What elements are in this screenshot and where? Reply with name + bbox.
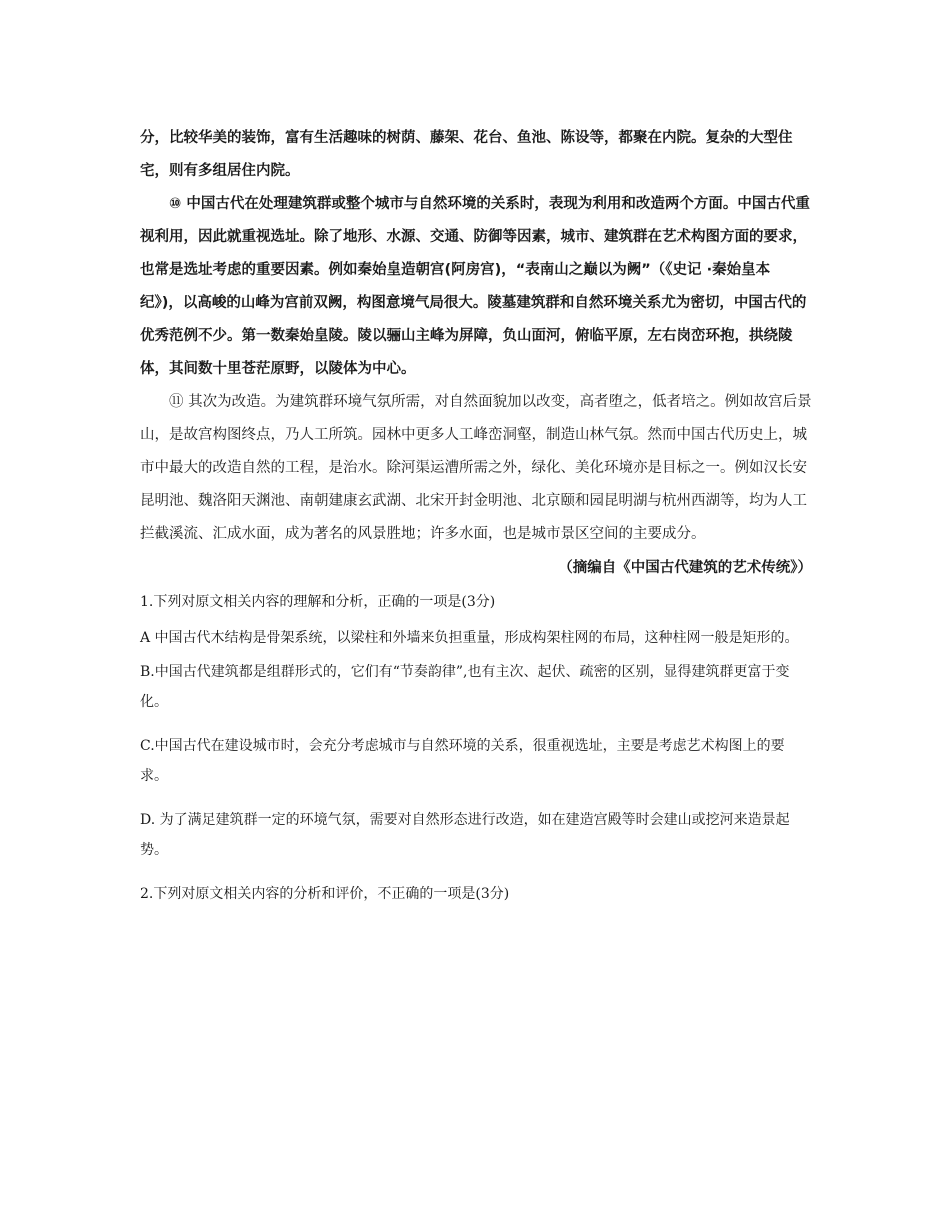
question-2-stem: 2.下列对原文相关内容的分析和评价，不正确的一项是(3分): [140, 886, 510, 902]
paragraph-9-tail: 分，比较华美的装饰，富有生活趣味的树荫、藤架、花台、鱼池、陈设等，都聚在内院。复杂的大型住宅，则有多组居住内院。: [140, 130, 793, 179]
question-1-option-d: D. 为了满足建筑群一定的环境气氛，需要对自然形态进行改造，如在建造宫殿等时会建山或挖河来造景起势。: [140, 812, 790, 858]
question-2: [140, 879, 812, 909]
document-page: [140, 122, 812, 909]
question-1-option-b: B.中国古代建筑都是组群形式的，它们有“节奏韵律”,也有主次、起伏、疏密的区别，显得建筑群更富于变化。: [140, 664, 790, 710]
source-citation: （摘编自《中国古代建筑的艺术传统》）: [558, 560, 812, 576]
paragraph-10: ⑩ 中国古代在处理建筑群或整个城市与自然环境的关系时，表现为利用和改造两个方面。中国古代重视利用，因此就重视选址。除了地形、水源、交通、防御等因素，城市、建筑群在艺术构图方面的要求，也常是选址考虑的重要因素。例如秦始皇造朝宫(阿房宫)，“表南山之巅以为阙”（《史记 ·秦始皇本纪》)，以高峻的山峰为宫前双阙，构图意境气局很大。陵墓建筑群和自然环境关系尤为密切，中国古代的优秀范例不少。第一数秦始皇陵。陵以骊山主峰为屏障，负山面河，俯临平原，左右岗峦环抱，拱绕陵体，其间数十里苍茫原野，以陵体为中心。: [140, 196, 810, 377]
question-1-option-c: C.中国古代在建设城市时，会充分考虑城市与自然环境的关系，很重视选址，主要是考虑艺术构图上的要求。: [140, 738, 785, 784]
paragraph-11: ⑪ 其次为改造。为建筑群环境气氛所需，对自然面貌加以改变，高者堕之，低者培之。例如故宫后景山，是故宫构图终点，乃人工所筑。园林中更多人工峰峦洞壑，制造山林气氛。然而中国古代历史上，城市中最大的改造自然的工程，是治水。除河渠运漕所需之外，绿化、美化环境亦是目标之一。例如汉长安昆明池、魏洛阳天渊池、南朝建康玄武湖、北宋开封金明池、北京颐和园昆明湖与杭州西湖等，均为人工拦截溪流、汇成水面，成为著名的风景胜地；许多水面，也是城市景区空间的主要成分。: [140, 394, 812, 542]
question-1: [140, 587, 812, 865]
question-1-stem: 1.下列对原文相关内容的理解和分析，正确的一项是(3分): [140, 594, 496, 610]
question-1-option-a: A 中国古代木结构是骨架系统，以梁柱和外墙来负担重量，形成构架柱网的布局，这种柱网一般是矩形的。: [140, 630, 799, 646]
